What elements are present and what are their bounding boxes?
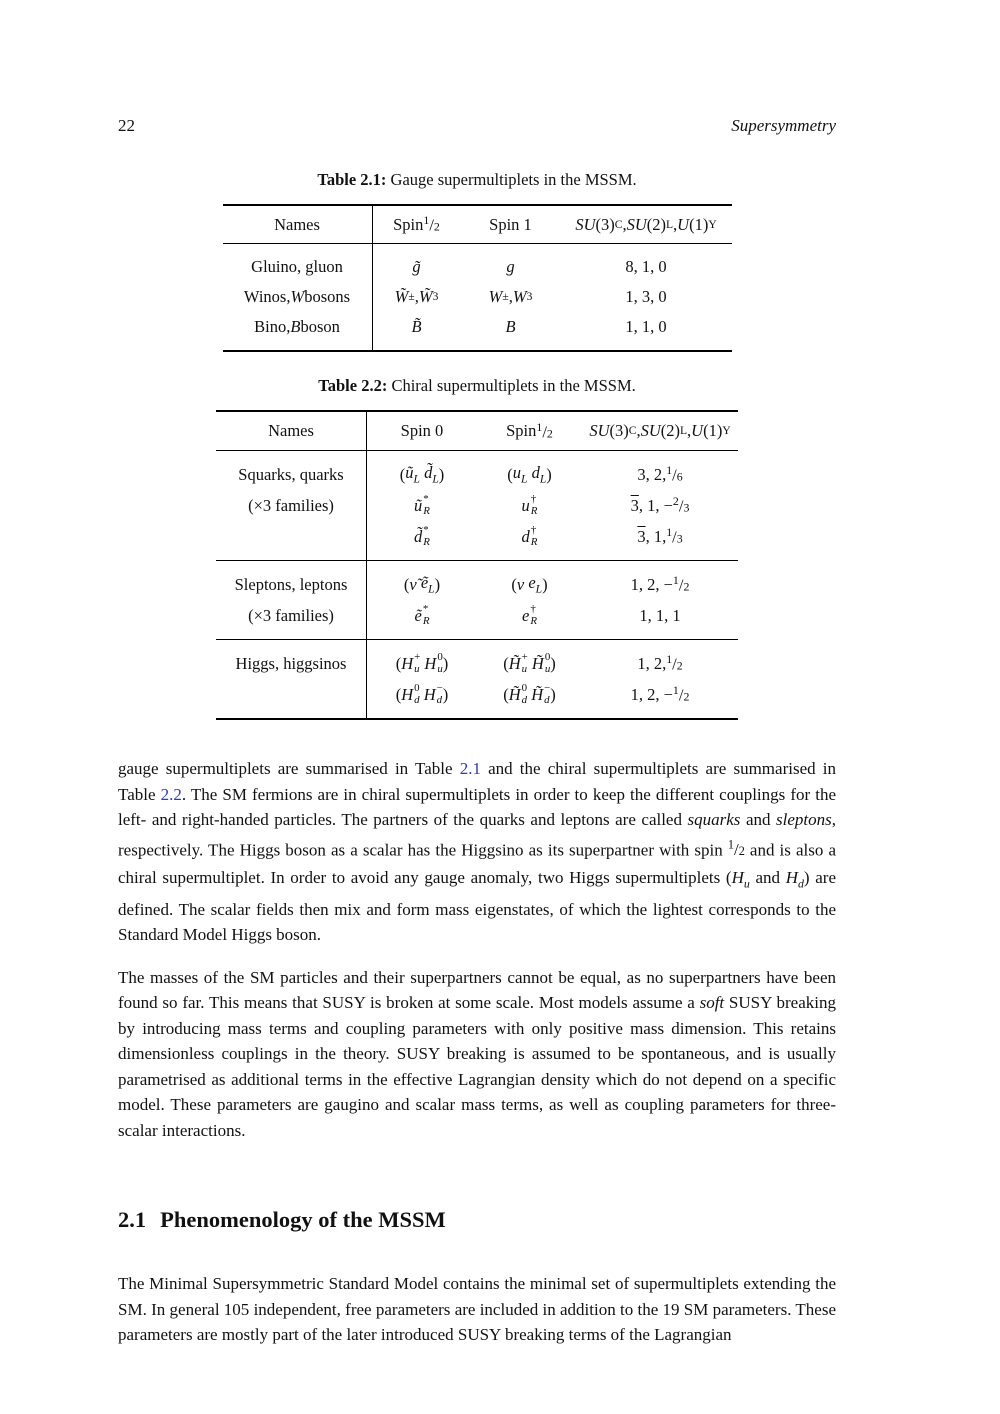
table-row-group-squarks	[216, 451, 738, 560]
table-cell: ( $ũ_L$ $d̃_L$ )	[399, 463, 445, 486]
table-cell: 8, 1, 0	[625, 257, 667, 276]
column-header-names: Names	[223, 206, 373, 244]
column-header-spin-half: Spin $^1$/2	[373, 206, 461, 244]
section-title: Phenomenology of the MSSM	[160, 1207, 446, 1233]
table-cell: W ± , W 3	[488, 287, 533, 306]
column-header-gauge-groups: SU (3) C , SU (2) L , U (1) Y	[561, 206, 732, 244]
table-cell: 1, 1, 0	[625, 317, 667, 336]
table-cell: u † R	[521, 493, 538, 517]
table-row-group-higgs	[216, 639, 738, 718]
caption-text: Chiral supermultiplets in the MSSM.	[387, 376, 636, 395]
table-cell: 3 , 1, − $^2$/3	[630, 494, 690, 516]
table-cell: 1, 2, − $^1$/2	[630, 573, 690, 595]
group-name: Squarks, quarks (×3 families)	[216, 451, 367, 560]
column-header-spin-zero: Spin 0	[400, 421, 444, 440]
table-2-1-reference-link[interactable]: 2.1	[459, 759, 481, 778]
column-header-names: Names	[216, 412, 367, 450]
caption-label: Table 2.2:	[318, 376, 388, 395]
table-cell: ( H 0 d H − d )	[395, 682, 449, 706]
column-header-spin-half: Spin $^1$/2	[506, 419, 553, 442]
table-2-1-caption	[118, 170, 836, 190]
table-cell: ( H̃ + u H̃ 0 u )	[503, 651, 556, 675]
table-row-group-sleptons	[216, 560, 738, 639]
group-name: Higgs, higgsinos	[216, 640, 367, 718]
table-cell: Winos, W bosons	[223, 282, 373, 312]
table-cell: 3 , 1, $^1$/3	[637, 525, 683, 547]
table-cell: d̃ * R	[414, 524, 430, 548]
paragraph-text: gauge supermultiplets are summarised in Table	[118, 759, 460, 778]
table-2-2-reference-link[interactable]: 2.2	[160, 784, 182, 804]
table-cell: 1, 2, − $^1$/2	[630, 683, 690, 705]
page-content	[118, 0, 836, 1348]
table-cell: ẽ * R	[414, 603, 430, 627]
column-header-gauge-groups: SU (3) C , SU (2) L , U (1) Y	[589, 421, 731, 440]
table-cell: g̃	[412, 257, 421, 276]
column-header-spin-one: Spin 1	[461, 206, 561, 244]
table-cell: Bino, B boson	[223, 312, 373, 350]
table-cell: Gluino, gluon	[223, 244, 373, 282]
group-name: Sleptons, leptons (×3 families)	[216, 561, 367, 639]
table-cell: ( H + u H 0 u )	[395, 651, 449, 675]
section-number: 2.1	[118, 1207, 147, 1233]
table-cell: 1, 3, 0	[625, 287, 667, 306]
paragraph-gauge-supermultiplets	[118, 756, 836, 948]
table-cell: B	[505, 317, 516, 336]
table-2-2-caption	[118, 376, 836, 396]
table-cell: g	[506, 257, 515, 276]
table-cell: W̃ ± , W̃ 3	[394, 287, 439, 306]
paragraph-mssm-parameters: The Minimal Supersymmetric Standard Model contains the minimal set of supermultiplets extending the SM. In general 105 independent, free parameters are included in addition to the 19 SM parameters. These parameters are mostly part of the later introduced SUSY breaking terms of the Lagrangian	[118, 1274, 836, 1345]
table-cell: 1, 2, $^1$/2	[637, 652, 683, 674]
caption-label: Table 2.1:	[317, 170, 387, 189]
paragraph-text: . The SM fermions are in chiral supermultiplets in order to keep the different couplings for the left- and right-handed particles. The partners of the quarks and leptons are called squarks and sleptons, respectively. The Higgs boson as a scalar has the Higgsino as its superpartner with spin $^1$/2 and is also a chiral supermultiplet. In order to avoid any gauge anomaly, two Higgs supermultiplets ($H_u$ and $H_d$) are defined. The scalar fields then mix and form mass eigenstates, of which the lightest corresponds to the Standard Model Higgs boson.	[118, 784, 837, 945]
table-cell: ( $u_L$ $d_L$ )	[507, 463, 552, 486]
page-number: 22	[118, 116, 135, 135]
table-cell: d † R	[521, 524, 538, 548]
paragraph-susy-breaking: The masses of the SM particles and their superpartners cannot be equal, as no superpartners have been found so far. This means that SUSY is broken at some scale. Most models assume a soft SUSY breaking by introducing mass terms and coupling parameters with only positive mass dimension. This retains dimensionless couplings in the theory. SUSY breaking is assumed to be spontaneous, and is usually parametrised as additional terms in the effective Lagrangian density which do not depend on a specific model. These parameters are gaugino and scalar mass terms, as well as coupling parameters for three-scalar interactions.	[118, 967, 836, 1140]
caption-text: Gauge supermultiplets in the MSSM.	[386, 170, 637, 189]
table-cell: 1, 1, 1	[639, 605, 681, 625]
table-cell: ũ * R	[414, 493, 430, 517]
running-title: Supersymmetry	[731, 116, 836, 135]
table-cell: 3, 2, $^1$/6	[637, 463, 683, 485]
table-2-1	[223, 204, 732, 352]
table-cell: ( ν̃ ẽ$_L$ )	[403, 573, 441, 596]
section-heading	[118, 1207, 836, 1233]
table-cell: B̃	[411, 317, 422, 336]
table-cell: ( ν $e_L$ )	[511, 573, 548, 596]
table-cell: e † R	[522, 603, 537, 627]
table-cell: ( H̃ 0 d H̃ − d )	[503, 682, 556, 706]
paragraph-text: and the chiral supermultiplets are summarised in Table	[118, 759, 836, 804]
table-2-2	[216, 410, 738, 720]
page-header	[118, 0, 836, 136]
